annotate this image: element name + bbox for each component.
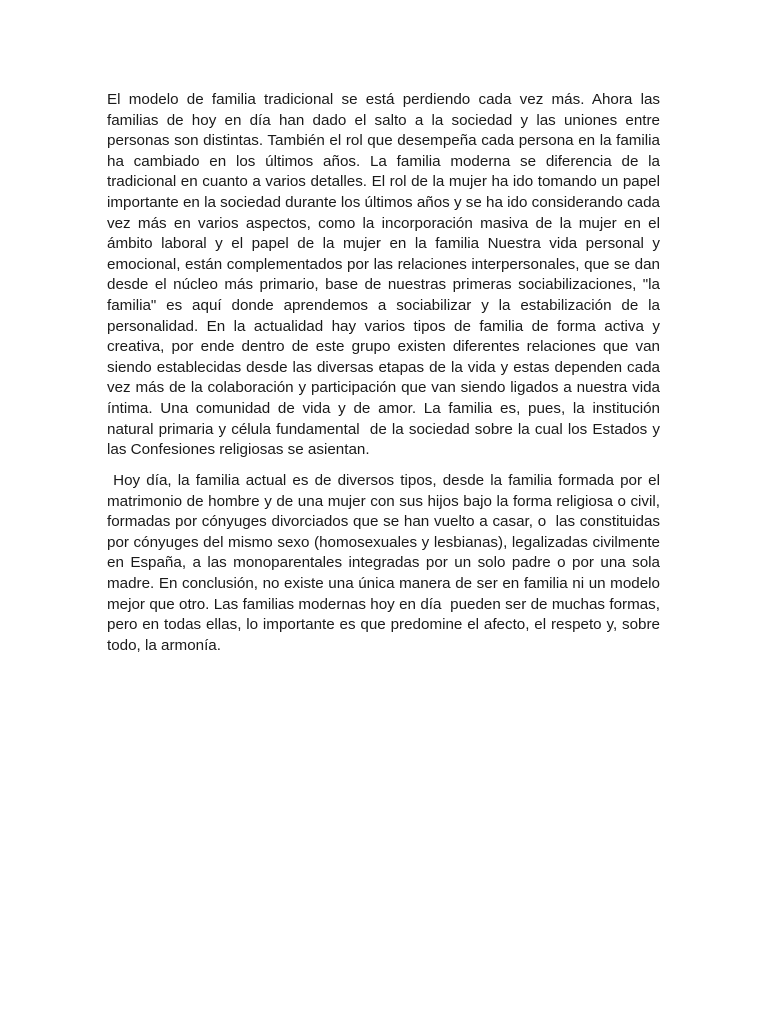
paragraph-2: Hoy día, la familia actual es de diversos tipos, desde la familia formada por el matrimonio de hombre y de una mujer con sus hijos bajo la forma religiosa o civil, formadas por cónyuges divorciados que se han vuelto a casar, o las constituidas por cónyuges del mismo sexo (homosexuales y lesbianas), legalizadas civilmente en España, a las monoparentales integradas por un solo padre o por una sola madre. En conclusión, no existe una única manera de ser en familia ni un modelo mejor que otro. Las familias modernas hoy en día pueden ser de muchas formas, pero en todas ellas, lo importante es que predomine el afecto, el respeto y, sobre todo, la armonía. bbox=[107, 472, 665, 654]
paragraph-1: El modelo de familia tradicional se está perdiendo cada vez más. Ahora las familias de hoy en día han dado el salto a la sociedad y las uniones entre personas son distintas. También el rol que desempeña cada persona en la familia ha cambiado en los últimos años. La familia moderna se diferencia de la tradicional en cuanto a varios detalles. El rol de la mujer ha ido tomando un papel importante en la sociedad durante los últimos años y se ha ido considerando cada vez más en varios aspectos, como la incorporación masiva de la mujer en el ámbito laboral y el papel de la mujer en la familia Nuestra vida personal y emocional, están complementados por las relaciones interpersonales, que se dan desde el núcleo más primario, base de nuestras primeras sociabilizaciones, "la familia" es aquí donde aprendemos a sociabilizar y la estabilización de la personalidad. En la actualidad hay varios tipos de familia de forma activa y creativa, por ende dentro de este grupo existen diferentes relaciones que van siendo establecidas desde las diversas etapas de la vida y estas dependen cada vez más de la colaboración y participación que van siendo ligados a nuestra vida íntima. Una comunidad de vida y de amor. La familia es, pues, la institución natural primaria y célula fundamental de la sociedad sobre la cual los Estados y las Confesiones religiosas se asientan. bbox=[107, 91, 665, 459]
